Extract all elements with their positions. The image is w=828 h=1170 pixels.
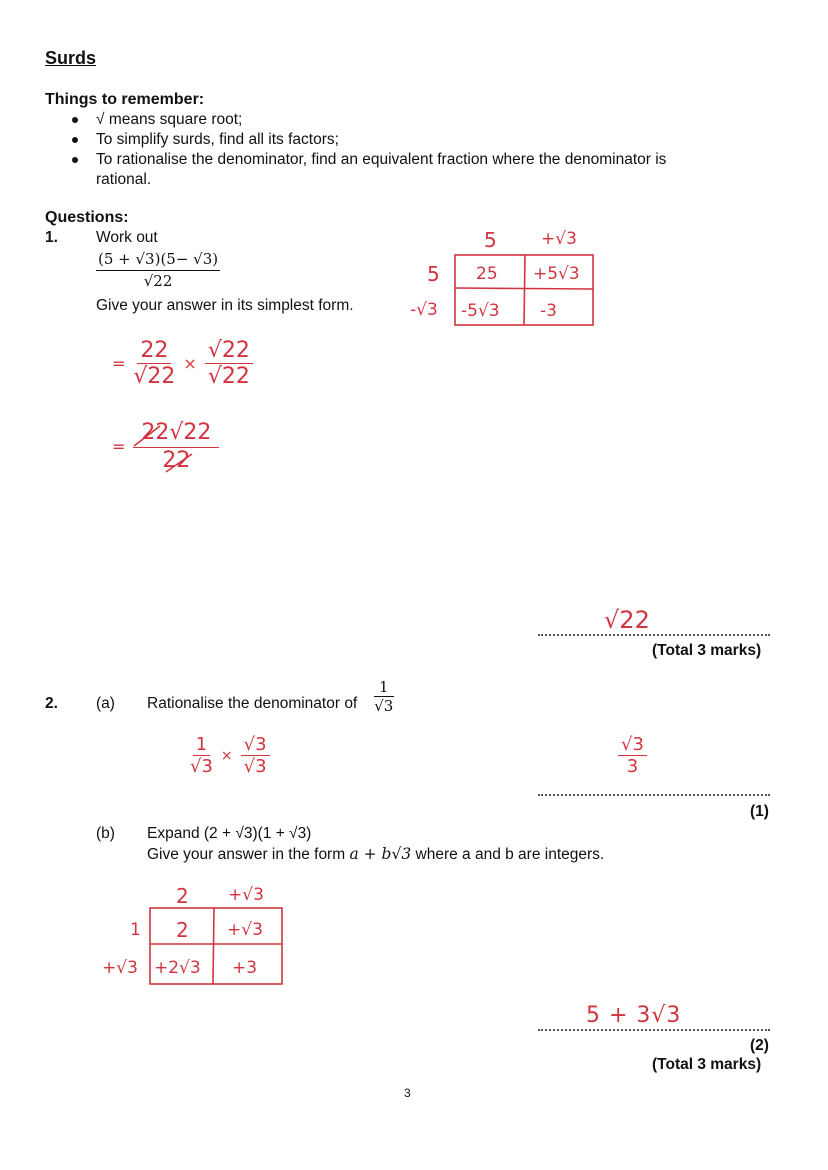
q2b-grid-cell-2: +√3 xyxy=(227,920,263,940)
q1-grid-cell-3: -5√3 xyxy=(461,301,500,321)
q1-expr-denominator: √22 xyxy=(143,272,173,290)
fraction-denominator: √3 xyxy=(190,756,213,777)
q2a-work-fraction-2 xyxy=(241,734,270,777)
q1-grid-cell-2: +5√3 xyxy=(533,264,580,284)
q1-grid-top-2: +√3 xyxy=(541,229,577,249)
fraction-denominator: √22 xyxy=(207,364,250,389)
bullet-dot xyxy=(72,157,78,163)
q1-grid-cell-4: -3 xyxy=(540,301,557,321)
page-number: 3 xyxy=(404,1086,411,1100)
times-sign: × xyxy=(183,354,197,373)
q1-grid-left-1: 5 xyxy=(427,262,440,286)
q1-number: 1. xyxy=(45,229,58,246)
bullet-3-cont: rational. xyxy=(96,171,152,188)
q2a-fraction xyxy=(374,678,394,715)
q1-expression xyxy=(96,250,220,290)
q2-number: 2. xyxy=(45,695,58,712)
fraction-numerator: 22 xyxy=(137,338,171,364)
q1-grid-top-1: 5 xyxy=(484,228,497,252)
q2b-grid-left-2: +√3 xyxy=(102,958,138,978)
fraction-numerator: √3 xyxy=(241,734,270,756)
fraction-numerator: 1 xyxy=(374,678,394,697)
q1-instruction: Give your answer in its simplest form. xyxy=(96,297,354,314)
q2b-grid-top-1: 2 xyxy=(176,884,189,908)
fraction-denominator xyxy=(162,448,190,473)
q1-working-line-1 xyxy=(112,338,253,389)
q1-work-fraction-1 xyxy=(133,338,175,389)
things-heading: Things to remember: xyxy=(45,91,205,108)
fraction-numerator: 22√22 xyxy=(133,420,219,448)
instruction-text: Give your answer in the form xyxy=(147,846,346,863)
q2b-grid-cell-1: 2 xyxy=(176,918,189,942)
bullet-3: To rationalise the denominator, find an equivalent fraction where the denominator is xyxy=(96,151,667,168)
q2a-work-fraction-1 xyxy=(190,734,213,777)
fraction-denominator: √3 xyxy=(243,756,267,777)
q2a-label: (a) xyxy=(96,695,115,712)
q2b-grid-top-2: +√3 xyxy=(228,885,264,905)
q1-expr-numerator: (5 + √3)(5− √3) xyxy=(96,250,220,271)
form-expression: a + b√3 xyxy=(349,845,412,863)
q1-prompt: Work out xyxy=(96,229,158,246)
q2b-grid-cell-4: +3 xyxy=(232,958,258,978)
q1-answer: √22 xyxy=(604,606,650,634)
q2b-grid-left-1: 1 xyxy=(130,920,141,940)
page-title: Surds xyxy=(45,48,97,68)
q2a-working xyxy=(190,734,270,777)
bullet-dot xyxy=(72,137,78,143)
bullet-2: To simplify surds, find all its factors; xyxy=(96,131,339,148)
q2a-prompt: Rationalise the denominator of xyxy=(147,695,358,712)
q2b-label: (b) xyxy=(96,825,115,842)
q1-grid-left-2: -√3 xyxy=(410,300,438,320)
equals-sign: = xyxy=(112,354,126,373)
q2b-instruction xyxy=(147,845,604,864)
q2-total-marks: (Total 3 marks) xyxy=(652,1056,762,1073)
q2b-grid-cell-3: +2√3 xyxy=(154,958,201,978)
q1-answer-line xyxy=(538,634,770,636)
bullet-1: √ means square root; xyxy=(96,111,243,128)
equals-sign: = xyxy=(112,437,126,456)
q2a-marks: (1) xyxy=(750,803,769,820)
instruction-text: where a and b are integers. xyxy=(415,846,605,863)
questions-heading: Questions: xyxy=(45,209,129,226)
q2b-prompt: Expand (2 + √3)(1 + √3) xyxy=(147,825,312,842)
q1-total-marks: (Total 3 marks) xyxy=(652,642,762,659)
cancelled-denominator: 22 xyxy=(162,448,191,473)
cancel-strike-numerator xyxy=(128,424,168,448)
fraction-denominator: √3 xyxy=(374,697,394,715)
q2a-answer-line xyxy=(538,794,770,796)
q2b-answer-line xyxy=(538,1029,770,1031)
q2b-answer: 5 + 3√3 xyxy=(586,1003,682,1028)
times-sign: × xyxy=(220,747,233,764)
q2b-marks: (2) xyxy=(750,1037,769,1054)
fraction-denominator: √22 xyxy=(133,364,176,389)
cancel-strike xyxy=(162,452,198,474)
fraction-numerator: √22 xyxy=(205,338,253,364)
q2a-answer xyxy=(618,734,647,777)
bullet-dot xyxy=(72,117,78,123)
fraction-denominator: 3 xyxy=(626,756,639,777)
q1-work-fraction-2 xyxy=(205,338,253,389)
fraction-numerator: √3 xyxy=(618,734,647,756)
fraction-numerator: 1 xyxy=(193,734,210,756)
q1-grid-cell-1: 25 xyxy=(476,264,498,284)
